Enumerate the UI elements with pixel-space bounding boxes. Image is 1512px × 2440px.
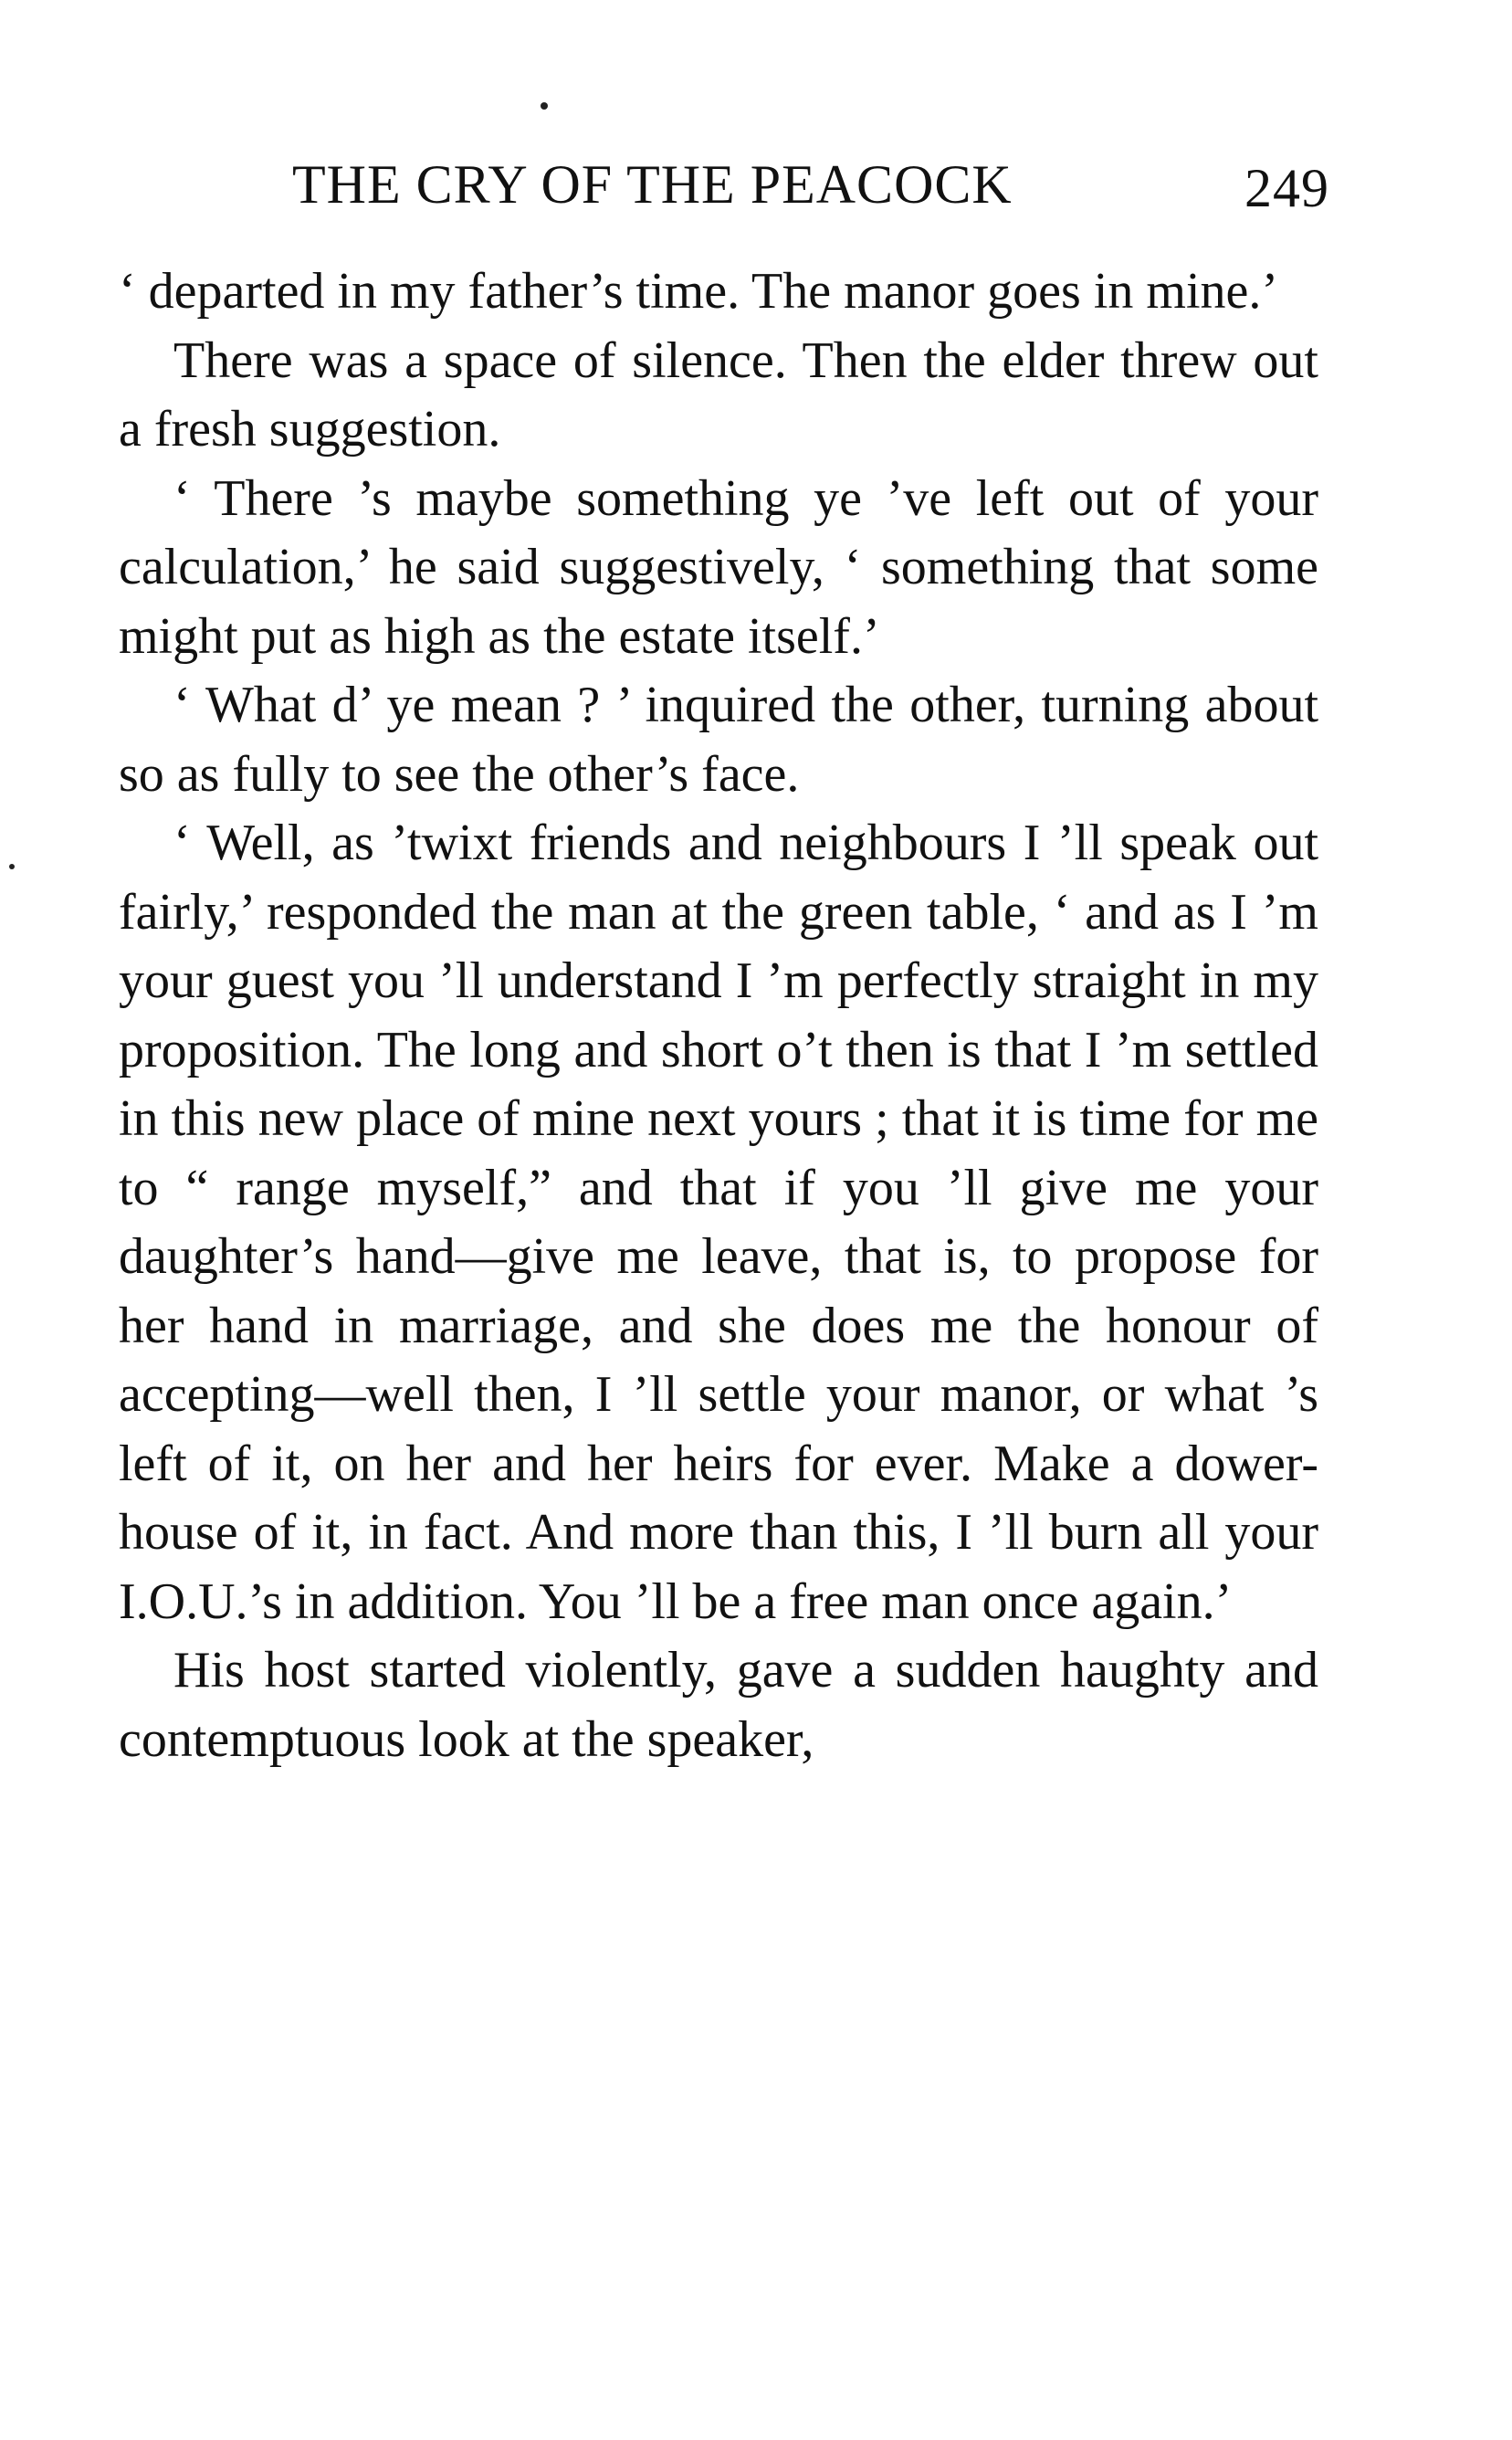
paragraph: ‘ What d’ ye mean ? ’ inquired the other, turning about so as fully to see the other’s face. xyxy=(119,677,1318,803)
running-title: THE CRY OF THE PEACOCK xyxy=(292,154,1013,215)
paragraph: There was a space of silence. Then the elder threw out a fresh suggestion. xyxy=(119,331,1318,458)
paragraph: ‘ There ’s maybe something ye ’ve left out of your calculation,’ he said suggestively, ‘ something that some might put as high as the estate itself.’ xyxy=(119,469,1318,665)
page-number: 249 xyxy=(1244,158,1329,218)
paragraph: ‘ departed in my father’s time. The manor goes in mine.’ xyxy=(119,263,1279,320)
paragraph: ‘ Well, as ’twixt friends and neighbours I ’ll speak out fairly,’ responded the man at the green table, ‘ and as I ’m your guest you ’ll understand I ’m perfectly straight in my proposition. The long and short o’t then is that I ’m settled in this new place of mine next yours ; that it is time for me to “ range myself,” and that if you ’ll give me your daughter’s hand—give me leave, that is, to propose for her hand in marriage, and she does me the honour of accepting—well then, I ’ll settle your manor, or what ’s left of it, on her and her heirs for ever. Make a dower-house of it, in fact. And more than this, I ’ll burn all your I.O.U.’s in addition. You ’ll be a free man once again.’ xyxy=(119,815,1318,1630)
print-speck xyxy=(541,102,548,110)
margin-speck xyxy=(9,864,15,869)
paragraph: His host started violently, gave a sudden haughty and contemptuous look at the speaker, xyxy=(119,1642,1318,1768)
body-text xyxy=(119,258,1318,1774)
page-header xyxy=(119,153,1329,217)
